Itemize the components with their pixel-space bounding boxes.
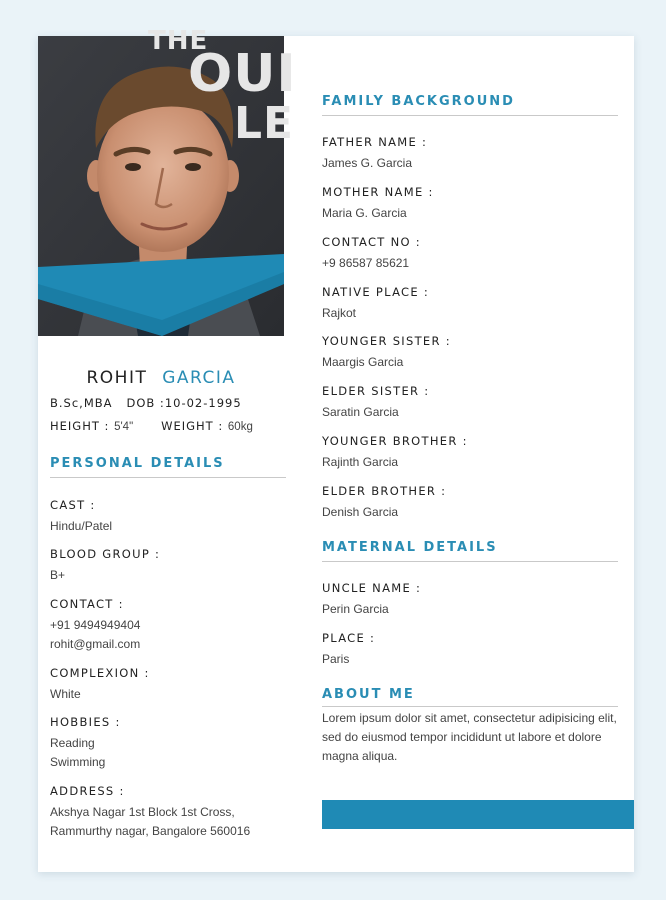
field-value: James G. Garcia: [322, 156, 413, 170]
field-value: Perin Garcia: [322, 602, 389, 616]
field-label: YOUNGER BROTHER :: [322, 434, 468, 448]
field-contact: [50, 597, 140, 654]
field-label: NATIVE PLACE :: [322, 285, 430, 299]
field-value: Maargis Garcia: [322, 355, 404, 369]
field-value: Rajinth Garcia: [322, 455, 399, 469]
field-label: COMPLEXION :: [50, 666, 150, 680]
field-value: B+: [50, 568, 66, 582]
full-name: [38, 368, 284, 388]
field-younger-sister: [322, 334, 451, 372]
field-label: CONTACT NO :: [322, 235, 421, 249]
field-label: MOTHER NAME :: [322, 185, 434, 199]
resume-page: [38, 26, 634, 872]
poster-text: THE: [148, 26, 209, 56]
education-dob-line: [50, 396, 242, 410]
dob-value: 10-02-1995: [164, 396, 242, 410]
field-value: +91 9494949404: [50, 618, 141, 632]
field-label: YOUNGER SISTER :: [322, 334, 451, 348]
height-weight-line: [50, 419, 253, 433]
field-label: ADDRESS :: [50, 784, 125, 798]
field-native-place: [322, 285, 429, 323]
height-label: HEIGHT :: [50, 419, 110, 433]
about-me-text: Lorem ipsum dolor sit amet, consectetur adipisicing elit, sed do eiusmod tempor incididunt ut labore et dolore magna aliqua.: [322, 711, 617, 763]
field-elder-brother: [322, 484, 446, 522]
poster-text: LE: [234, 98, 295, 149]
field-value: Maria G. Garcia: [322, 206, 407, 220]
field-uncle-name: [322, 581, 421, 619]
accent-bar: [322, 800, 634, 829]
field-younger-brother: [322, 434, 468, 472]
field-value: rohit@gmail.com: [50, 637, 141, 651]
field-value: Swimming: [50, 755, 106, 769]
field-value: White: [50, 687, 81, 701]
field-place: [322, 631, 375, 669]
poster-text: OUI: [188, 44, 297, 104]
field-label: CAST :: [50, 498, 96, 512]
field-label: HOBBIES :: [50, 715, 121, 729]
field-address: [50, 784, 250, 841]
field-label: FATHER NAME :: [322, 135, 428, 149]
field-value: Reading: [50, 736, 95, 750]
field-label: ELDER SISTER :: [322, 384, 430, 398]
field-elder-sister: [322, 384, 429, 422]
field-value: Hindu/Patel: [50, 519, 113, 533]
last-name: GARCIA: [162, 368, 236, 388]
field-label: UNCLE NAME :: [322, 581, 422, 595]
field-father-name: [322, 135, 427, 173]
height-value: 5'4": [114, 421, 134, 433]
field-contact-no: [322, 235, 421, 273]
field-label: ELDER BROTHER :: [322, 484, 447, 498]
field-complexion: [50, 666, 150, 704]
about-me-title: ABOUT ME: [322, 687, 618, 707]
field-value: Rajkot: [322, 306, 357, 320]
education: B.Sc,MBA: [50, 396, 113, 410]
field-value: Rammurthy nagar, Bangalore 560016: [50, 824, 251, 838]
field-label: PLACE :: [322, 631, 376, 645]
weight-value: 60kg: [227, 421, 253, 433]
field-value: Akshya Nagar 1st Block 1st Cross,: [50, 805, 235, 819]
family-background-title: FAMILY BACKGROUND: [322, 94, 618, 116]
dob-label: DOB :: [126, 396, 165, 410]
field-value: Saratin Garcia: [322, 405, 399, 419]
field-label: BLOOD GROUP :: [50, 547, 161, 561]
profile-photo: [38, 26, 297, 336]
weight-label: WEIGHT :: [161, 419, 224, 433]
field-blood-group: [50, 547, 160, 585]
field-value: Paris: [322, 652, 350, 666]
maternal-details-title: MATERNAL DETAILS: [322, 540, 618, 562]
accent-chevron: [38, 244, 284, 336]
field-mother-name: [322, 185, 434, 223]
field-hobbies: [50, 715, 121, 772]
field-cast: [50, 498, 112, 536]
field-value: Denish Garcia: [322, 505, 399, 519]
field-label: CONTACT :: [50, 597, 124, 611]
first-name: ROHIT: [86, 368, 148, 388]
field-value: +9 86587 85621: [322, 256, 410, 270]
personal-details-title: PERSONAL DETAILS: [50, 456, 286, 478]
